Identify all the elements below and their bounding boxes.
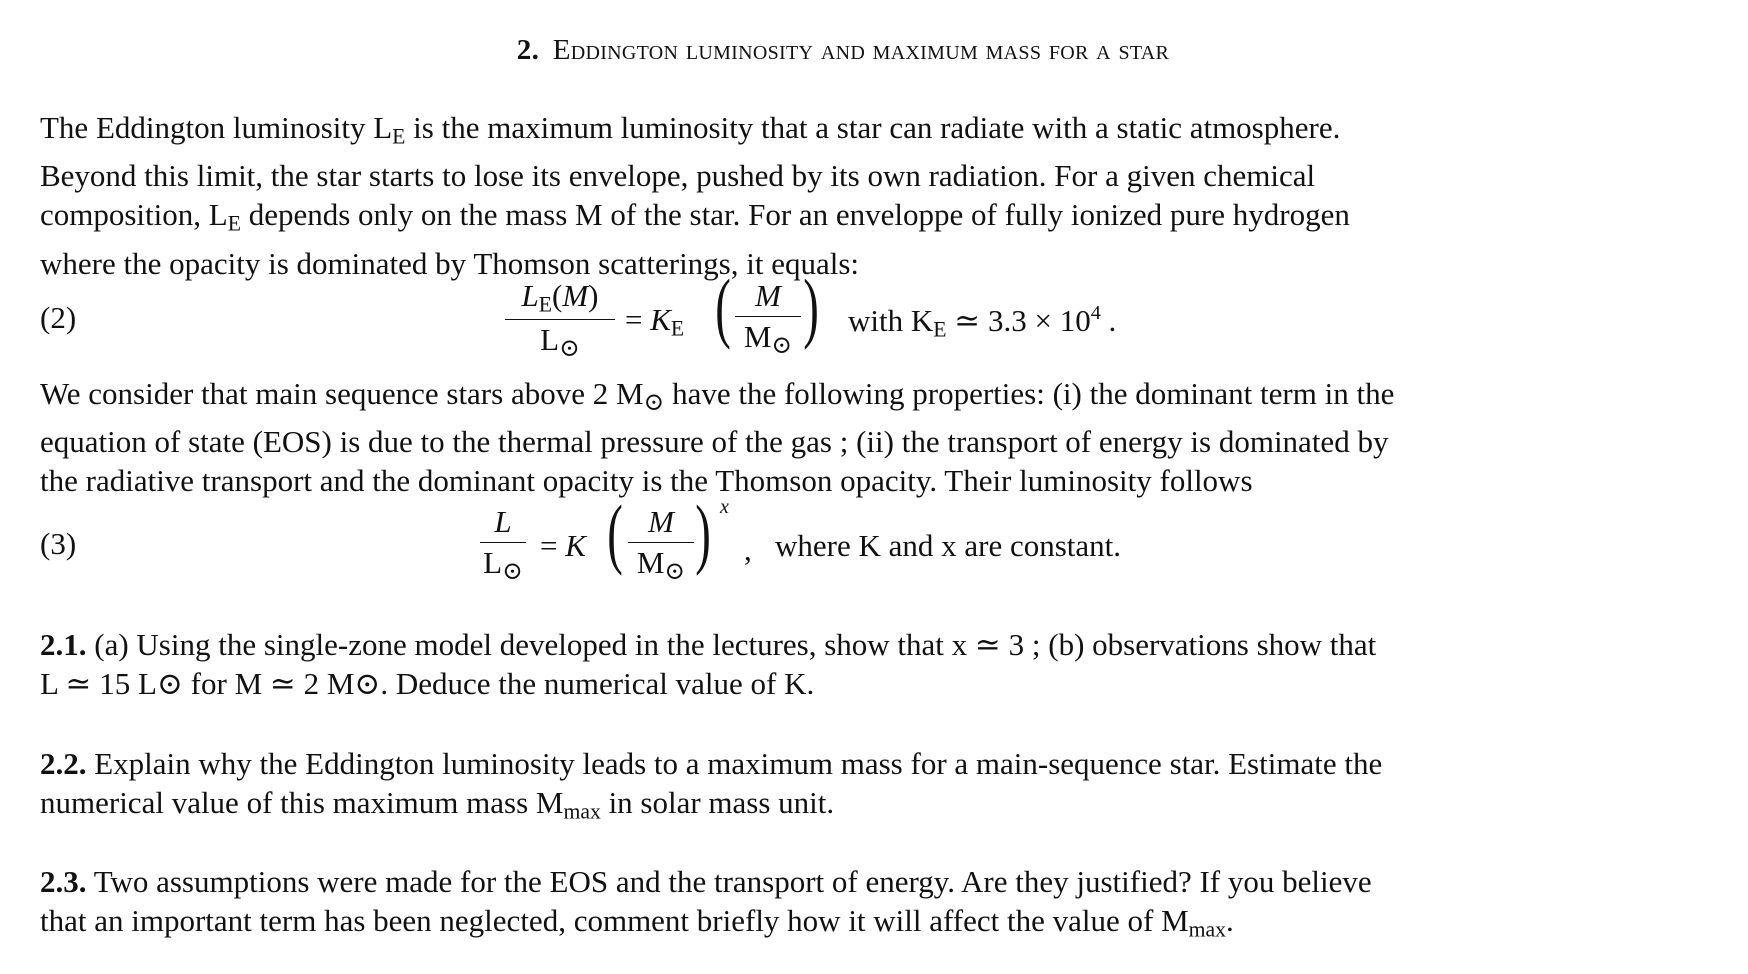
mid-line-1: We consider that main sequence stars above 2 $M_⊙$ have the following properties: (i) the dominant term in the xyxy=(40,376,1395,417)
assumptions-paragraph xyxy=(40,374,1640,500)
eq3-right-paren: ) xyxy=(695,489,711,576)
intro-line-3: composition, $L_E$ depends only on the mass M of the star. For an enveloppe of fully ionized pure hydrogen xyxy=(40,197,1350,236)
intro-paragraph xyxy=(40,108,1640,283)
q22-line-1: 2.2. Explain why the Eddington luminosity leads to a maximum mass for a main-sequence star. Estimate the xyxy=(40,746,1383,781)
eq3-comma: , xyxy=(744,532,752,567)
eq2-lhs-fraction: $L_E(M)$ $L_⊙$ xyxy=(505,278,615,364)
eq3-where-clause: where K and x are constant. xyxy=(775,528,1122,563)
q22-line-2: numerical value of this maximum mass $M_{max}$ in solar mass unit. xyxy=(40,785,835,824)
section-number: 2. xyxy=(516,34,540,66)
q21-number: 2.1. xyxy=(40,627,87,662)
equation-2-label: (2) xyxy=(40,300,77,335)
section-heading: Eddington luminosity and maximum mass for a star xyxy=(552,34,1170,66)
eq3-lhs-fraction: L $L_⊙$ xyxy=(480,504,526,586)
section-title xyxy=(0,34,1686,67)
question-2-2 xyxy=(40,744,1640,831)
eq2-mass-fraction: M $M_⊙$ xyxy=(735,278,801,360)
eq2-left-paren: ( xyxy=(715,263,731,350)
intro-line-4: where the opacity is dominated by Thomson scatterings, it equals: xyxy=(40,245,860,281)
question-2-1 xyxy=(40,625,1640,703)
q23-number: 2.3. xyxy=(40,864,87,899)
q23-line-1: 2.3. Two assumptions were made for the EOS and the transport of energy. Are they justified? If you believe xyxy=(40,864,1372,899)
eq3-mass-fraction: M $M_⊙$ xyxy=(628,504,694,586)
q22-number: 2.2. xyxy=(40,746,87,781)
eq3-exponent: x xyxy=(720,496,729,518)
eq3-left-paren: ( xyxy=(607,489,623,576)
q21-line-2: L ≃ 15 L⊙ for M ≃ 2 M⊙. Deduce the numerical value of K. xyxy=(40,666,815,701)
intro-line-2: Beyond this limit, the star starts to lose its envelope, pushed by its own radiation. For a given chemical xyxy=(40,158,1316,194)
equation-3-label: (3) xyxy=(40,526,77,561)
eq3-equals: = K xyxy=(540,528,586,563)
question-2-3 xyxy=(40,862,1640,949)
q23-line-2: that an important term has been neglected, comment briefly how it will affect the value of $M_{max}$. xyxy=(40,903,1234,942)
q21-line-1: 2.1. (a) Using the single-zone model developed in the lectures, show that x ≃ 3 ; (b) observations show that xyxy=(40,627,1377,662)
eq2-with-clause: with $K_E$ ≃ $3.3 \times 10^4$ . xyxy=(848,302,1117,342)
intro-line-1: The Eddington luminosity $L_E$ is the maximum luminosity that a star can radiate with a static atmosphere. xyxy=(40,110,1341,149)
mid-line-2: equation of state (EOS) is due to the thermal pressure of the gas ; (ii) the transport of energy is dominated by xyxy=(40,424,1389,460)
eq2-right-paren: ) xyxy=(803,263,819,350)
mid-line-3: the radiative transport and the dominant opacity is the Thomson opacity. Their luminosity follows xyxy=(40,463,1253,499)
eq2-equals: = $K_E$ xyxy=(625,302,685,341)
